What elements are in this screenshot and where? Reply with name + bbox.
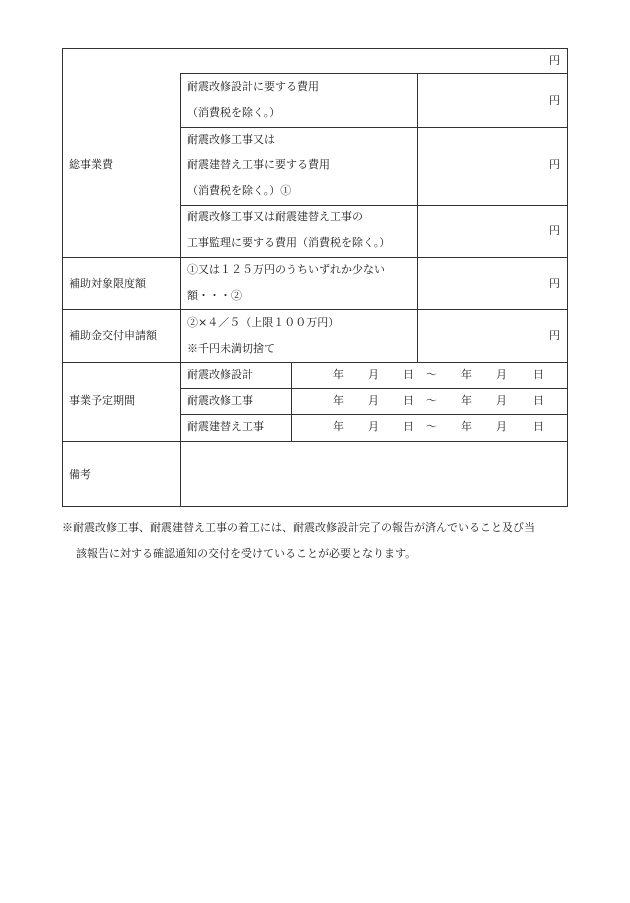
period-item-retrofit: 耐震改修工事 — [187, 394, 253, 407]
limit-desc-line2: 額・・・② — [187, 289, 242, 302]
period-rebuild-end-year: 年 — [461, 420, 472, 433]
limit-desc-line1: ①又は１２５万円のうちいずれか少ない — [187, 263, 385, 276]
design-cost-line2: （消費税を除く。） — [187, 106, 281, 119]
period-retrofit-end-month: 月 — [496, 394, 507, 407]
design-cost-yen: 円 — [549, 94, 560, 107]
work-cost-line1: 耐震改修工事又は — [187, 133, 275, 146]
supervision-cost-yen: 円 — [549, 224, 560, 237]
period-rebuild-tilde: ～ — [426, 420, 437, 433]
total-yen-unit: 円 — [549, 54, 560, 67]
work-cost-line3: （消費税を除く。）① — [187, 184, 292, 197]
period-item-rebuild: 耐震建替え工事 — [187, 420, 264, 433]
period-label: 事業予定期間 — [69, 394, 135, 407]
remarks-field[interactable] — [181, 442, 567, 506]
design-cost-line1: 耐震改修設計に要する費用 — [187, 80, 319, 93]
grant-label: 補助金交付申請額 — [69, 329, 157, 342]
period-design-start-month: 月 — [368, 368, 379, 381]
period-retrofit-end-year: 年 — [461, 394, 472, 407]
total-cost-label: 総事業費 — [69, 158, 113, 171]
period-rebuild-start-year: 年 — [333, 420, 344, 433]
period-design-end-day: 日 — [533, 368, 544, 381]
application-form-table — [62, 48, 568, 507]
period-design-start-year: 年 — [333, 368, 344, 381]
period-rebuild-end-month: 月 — [496, 420, 507, 433]
limit-yen: 円 — [549, 277, 560, 290]
period-retrofit-end-day: 日 — [533, 394, 544, 407]
supervision-cost-line1: 耐震改修工事又は耐震建替え工事の — [187, 210, 363, 223]
work-cost-yen: 円 — [549, 158, 560, 171]
footnote — [62, 515, 572, 567]
footnote-line1: ※耐震改修工事、耐震建替え工事の着工には、耐震改修設計完了の報告が済んでいること及び当 — [62, 521, 535, 534]
period-item-design: 耐震改修設計 — [187, 368, 253, 381]
period-retrofit-tilde: ～ — [426, 394, 437, 407]
period-design-tilde: ～ — [426, 368, 437, 381]
grant-yen: 円 — [549, 329, 560, 342]
period-rebuild-start-month: 月 — [368, 420, 379, 433]
period-retrofit-start-month: 月 — [368, 394, 379, 407]
period-retrofit-start-year: 年 — [333, 394, 344, 407]
period-design-end-month: 月 — [496, 368, 507, 381]
work-cost-line2: 耐震建替え工事に要する費用 — [187, 158, 330, 171]
grant-desc-line2: ※千円未満切捨て — [187, 342, 275, 355]
period-retrofit-start-day: 日 — [403, 394, 414, 407]
period-rebuild-start-day: 日 — [403, 420, 414, 433]
limit-label: 補助対象限度額 — [69, 277, 146, 290]
period-rebuild-end-day: 日 — [533, 420, 544, 433]
remarks-label: 備考 — [69, 468, 91, 481]
supervision-cost-line2: 工事監理に要する費用（消費税を除く。） — [187, 236, 391, 249]
grant-desc-line1: ②×４／５（上限１００万円） — [187, 316, 340, 329]
footnote-line2: 該報告に対する確認通知の交付を受けていることが必要となります。 — [76, 547, 417, 560]
period-design-start-day: 日 — [403, 368, 414, 381]
period-design-end-year: 年 — [461, 368, 472, 381]
